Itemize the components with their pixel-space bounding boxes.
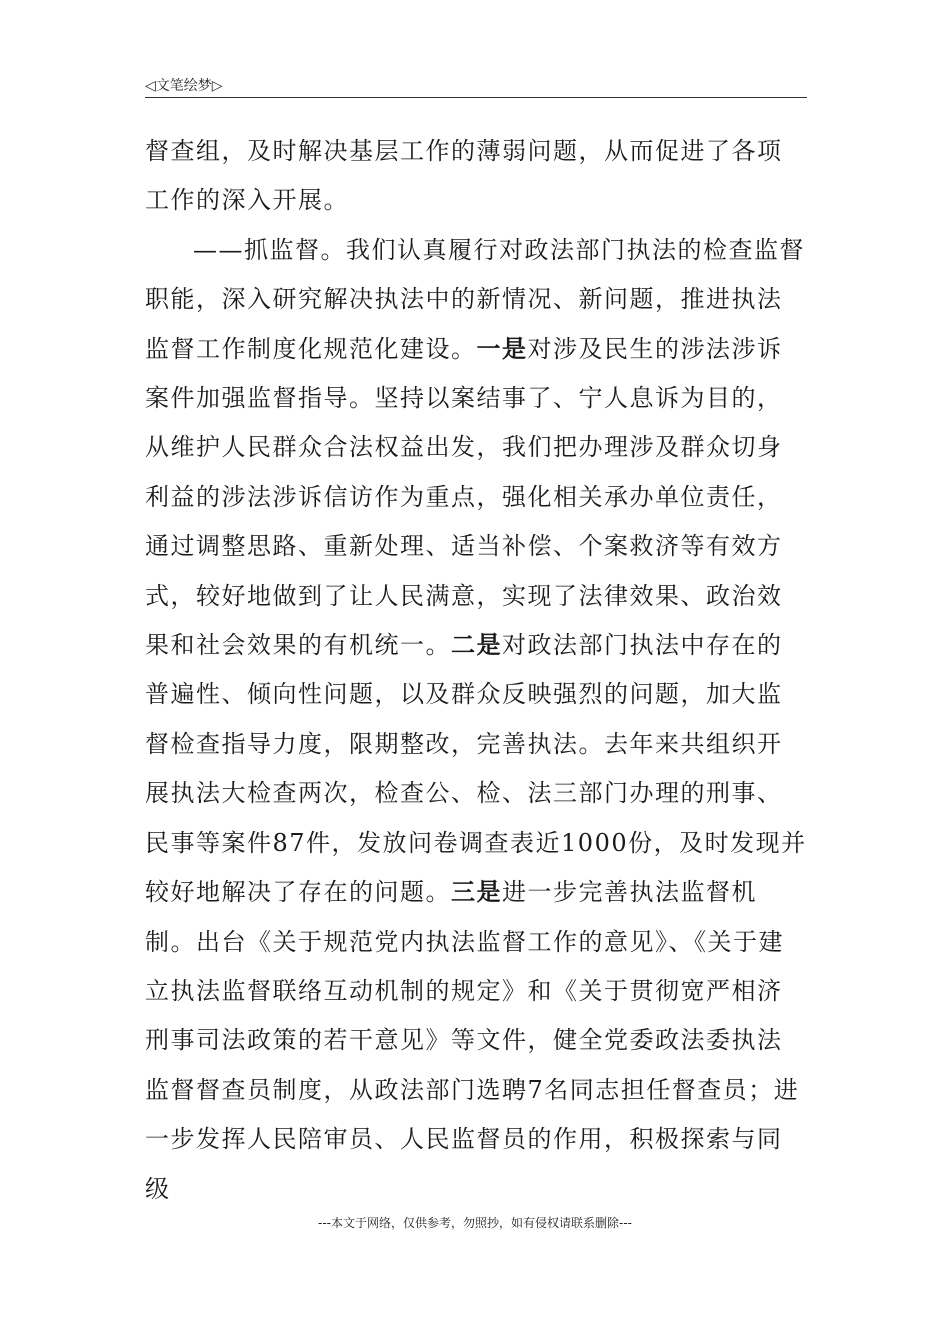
document-body bbox=[145, 127, 807, 1214]
paragraph-supervision bbox=[145, 226, 807, 1214]
page-header bbox=[145, 74, 805, 98]
point-marker-3: 三是 bbox=[451, 878, 502, 907]
header-divider bbox=[145, 97, 807, 98]
paragraph-continuation: 督查组，及时解决基层工作的薄弱问题，从而促进了各项工作的深入开展。 bbox=[145, 137, 783, 215]
paragraph-intro: ——抓监督。我们认真履行对政法部门执法的检查监督职能，深入研究解决执法中的新情况、新问题，推进执法监督工作制度化规范化建设。 bbox=[145, 235, 805, 363]
footer-disclaimer: ---本文于网络，仅供参考，勿照抄，如有侵权请联系删除--- bbox=[318, 1216, 632, 1230]
point-marker-2: 二是 bbox=[451, 631, 502, 660]
point-text-2: 对政法部门执法中存在的普遍性、倾向性问题，以及群众反映强烈的问题，加大监督检查指导力度，限期整改，完善执法。去年来共组织开展执法大检查两次，检查公、检、法三部门办理的刑事、民事等案件87件，发放问卷调查表近1000份，及时发现并较好地解决了存在的问题。 bbox=[145, 631, 807, 907]
page-footer bbox=[0, 1214, 950, 1231]
header-title: ◁文笔绘梦▷ bbox=[145, 78, 223, 94]
point-text-1: 对涉及民生的涉法涉诉案件加强监督指导。坚持以案结事了、宁人息诉为目的，从维护人民群众合法权益出发，我们把办理涉及群众切身利益的涉法涉诉信访作为重点，强化相关承办单位责任，通过调整思路、重新处理、适当补偿、个案救济等有效方式，较好地做到了让人民满意，实现了法律效果、政治效果和社会效果的有机统一。 bbox=[145, 334, 783, 660]
point-marker-1: 一是 bbox=[476, 334, 528, 363]
point-text-3: 进一步完善执法监督机制。出台《关于规范党内执法监督工作的意见》、《关于建立执法监督联络互动机制的规定》和《关于贯彻宽严相济刑事司法政策的若干意见》等文件，健全党委政法委执法监督督查员制度，从政法部门选聘7名同志担任督查员；进一步发挥人民陪审员、人民监督员的作用，积极探索与同级 bbox=[145, 878, 800, 1203]
